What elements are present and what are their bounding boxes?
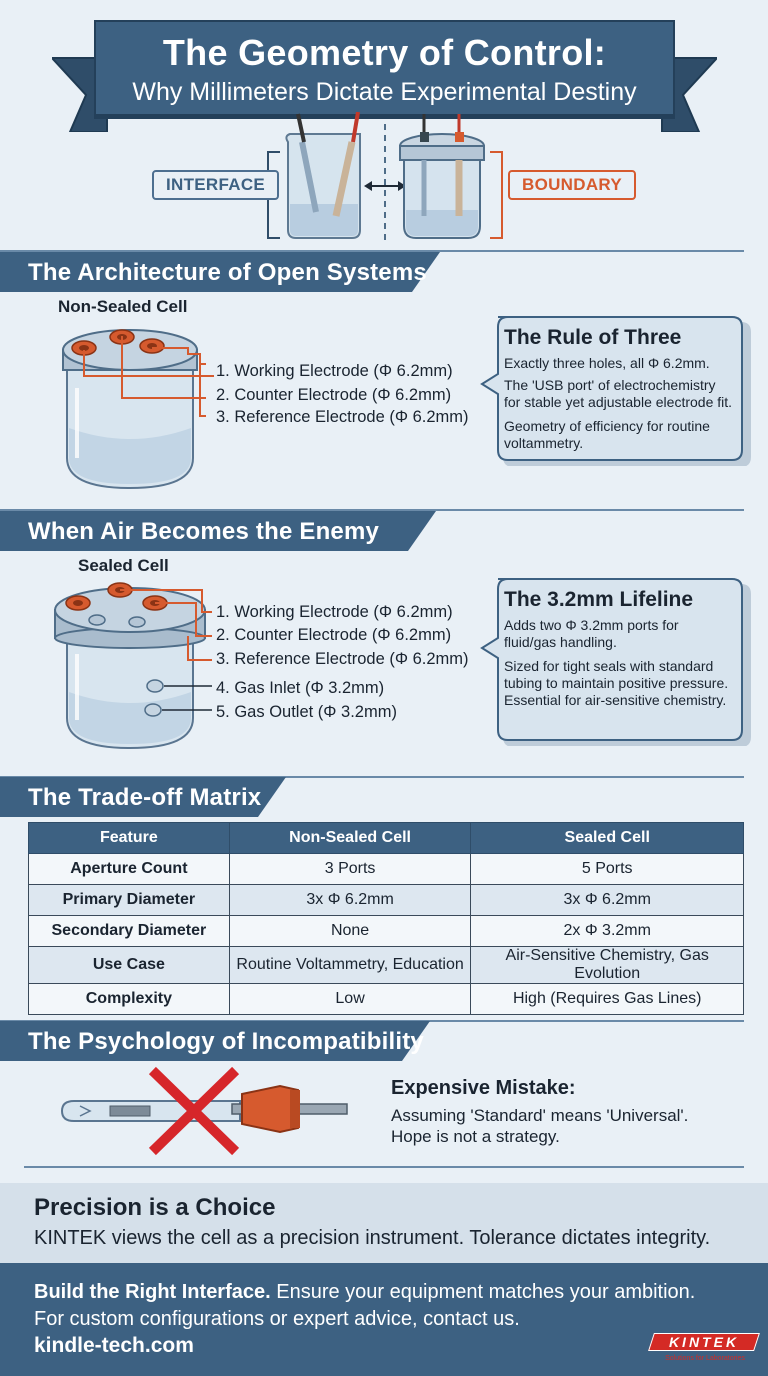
table-header: Feature [29,823,230,854]
callout-line: Sized for tight seals with standard tubing to maintain positive pressure. Essential for air-sensitive chemistry. [504,658,729,708]
electrode-label: 3. Reference Electrode (Φ 6.2mm) [216,650,469,668]
table-cell: Air-Sensitive Chemistry, Gas Evolution [471,947,744,984]
table-cell: Secondary Diameter [29,916,230,947]
boundary-tag: BOUNDARY [508,170,636,200]
cta-bold: Build the Right Interface. [34,1281,271,1303]
table-header: Non-Sealed Cell [229,823,471,854]
mistake-text [391,1105,688,1147]
table-cell: None [229,916,471,947]
callout-line: Exactly three holes, all Φ 6.2mm. [504,355,710,371]
kintek-logo [645,1333,760,1371]
section-banner-matrix [0,777,286,817]
rule-of-three-callout [474,314,752,466]
section-banner-psychology [0,1021,430,1061]
table-row [29,916,744,947]
precision-text: KINTEK views the cell as a precision instrument. Tolerance dictates integrity. [34,1227,711,1249]
section-title: The Trade-off Matrix [28,784,262,811]
section-title: The Architecture of Open Systems [28,259,427,286]
cta-line [34,1281,695,1304]
section-banner-open-systems [0,252,440,292]
mistake-title: Expensive Mistake: [391,1077,576,1099]
non-sealed-cell-label: Non-Sealed Cell [58,297,188,316]
electrode-label: 1. Working Electrode (Φ 6.2mm) [216,603,453,621]
electrode-label: 1. Working Electrode (Φ 6.2mm) [216,362,453,380]
leader-lines [0,576,230,726]
table-cell: High (Requires Gas Lines) [471,984,744,1015]
precision-title: Precision is a Choice [34,1194,276,1221]
electrode-label: 2. Counter Electrode (Φ 6.2mm) [216,386,452,404]
table-row [29,984,744,1015]
callout-title: The Rule of Three [504,326,682,349]
cta-rest: Ensure your equipment matches your ambition. [270,1281,696,1303]
table-cell: Low [229,984,471,1015]
mistake-line: Hope is not a strategy. [391,1127,560,1146]
table-cell: 5 Ports [471,854,744,885]
divider [24,1166,744,1168]
table-cell: Primary Diameter [29,885,230,916]
table-row [29,947,744,984]
gas-port-label: 4. Gas Inlet (Φ 3.2mm) [216,679,385,697]
logo-text: KINTEK [668,1334,740,1350]
leader-lines [0,300,230,430]
table-row [29,854,744,885]
table-cell: 3 Ports [229,854,471,885]
page-title: The Geometry of Control: [162,32,607,73]
table-cell: 3x Φ 6.2mm [229,885,471,916]
table-cell: 2x Φ 3.2mm [471,916,744,947]
gas-port-label: 5. Gas Outlet (Φ 3.2mm) [216,703,397,721]
callout-title: The 3.2mm Lifeline [504,588,694,611]
sealed-cell-label: Sealed Cell [78,556,169,575]
callout-line: Geometry of efficiency for routine voltammetry. [504,418,710,451]
electrode-label: 3. Reference Electrode (Φ 6.2mm) [216,408,469,426]
incompatible-electrode-illustration [60,1066,355,1156]
table-row [29,885,744,916]
mistake-line: Assuming 'Standard' means 'Universal'. [391,1106,689,1125]
website-link[interactable]: kindle-tech.com [34,1334,194,1357]
table-header: Sealed Cell [471,823,744,854]
interface-tag: INTERFACE [152,170,279,200]
trade-off-table [28,822,744,1015]
table-cell: Complexity [29,984,230,1015]
table-header-row [29,823,744,854]
precision-panel [0,1183,768,1263]
orange-connector-icon [232,1086,347,1132]
logo-tagline: Solutions for Laboratories [665,1355,745,1362]
table-cell: Routine Voltammetry, Education [229,947,471,984]
table-cell: 3x Φ 6.2mm [471,885,744,916]
title-ribbon [94,20,675,116]
sealed-beaker-icon [400,114,484,238]
section-banner-sealed [0,511,436,551]
section-title: The Psychology of Incompatibility [28,1028,424,1055]
contact-line: For custom configurations or expert advice, contact us. [34,1308,520,1330]
table-cell: Aperture Count [29,854,230,885]
callout-line: The 'USB port' of electrochemistry for stable yet adjustable electrode fit. [504,377,733,410]
section-title: When Air Becomes the Enemy [28,518,380,545]
callout-line: Adds two Φ 3.2mm ports for fluid/gas handling. [504,617,679,650]
page-subtitle: Why Millimeters Dictate Experimental Destiny [132,78,637,106]
electrode-label: 2. Counter Electrode (Φ 6.2mm) [216,626,452,644]
table-cell: Use Case [29,947,230,984]
lifeline-callout [474,576,752,746]
open-beaker-icon [286,112,360,238]
glass-electrode-icon [62,1101,240,1121]
footer [0,1263,768,1376]
